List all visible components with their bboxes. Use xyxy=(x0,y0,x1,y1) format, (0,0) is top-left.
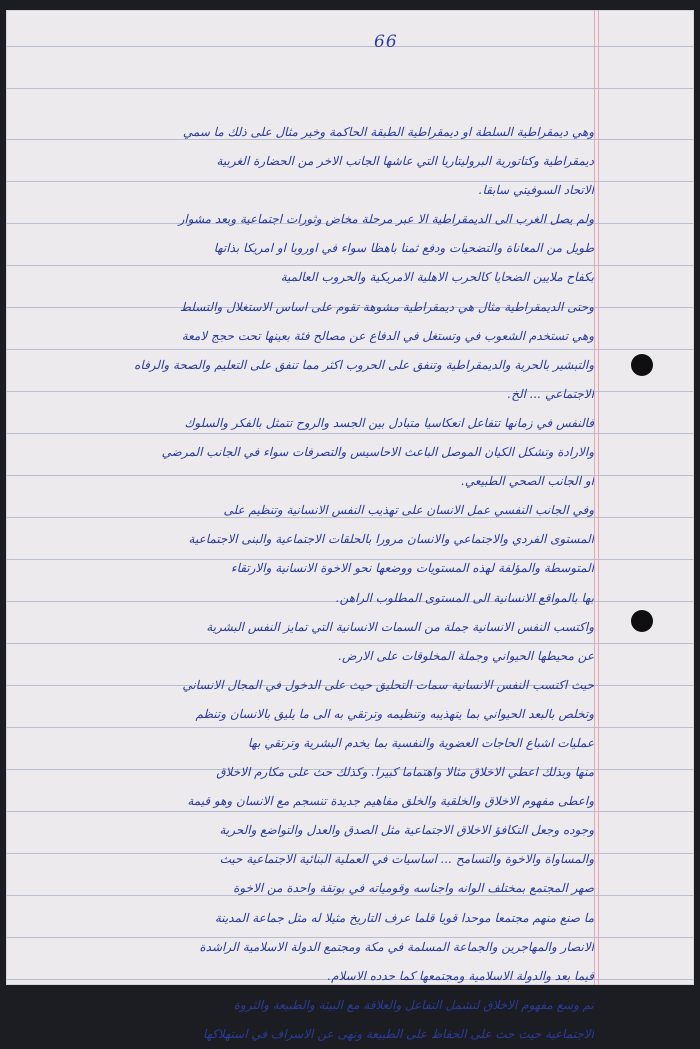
punch-hole xyxy=(631,354,653,376)
text-line: عن محيطها الحيواني وجملة المخلوقات على الارض. xyxy=(338,648,594,663)
text-line: وجوده وجعل التكافؤ الاخلاق الاجتماعية مثل الصدق والعدل والتواضع والحرية xyxy=(219,823,594,838)
text-line: بها بالمواقع الانسانية الى المستوى المطلوب الراهن. xyxy=(335,590,594,605)
punch-hole xyxy=(631,610,653,632)
text-line: والمساواة والاخوة والتسامح ... اساسيات في العملية البنائية الاجتماعية حيث xyxy=(219,852,594,867)
text-line: الاجتماعية حيث حث على الحفاظ على الطبيعة ونهى عن الاسراف في استهلاكها xyxy=(202,1026,594,1041)
text-line: والارادة وتشكل الكيان الموصل الباعث الاحاسيس والتصرفات سواء في الجانب المرضي xyxy=(161,445,594,460)
text-line: الاتحاد السوفيتي سابقا. xyxy=(478,183,594,198)
text-line: والتبشير بالحرية والديمقراطية وتنفق على الحروب اكثر مما تنفق على التعليم والصحة والرفاه xyxy=(134,357,594,372)
text-line: الاجتماعي ... الخ. xyxy=(507,386,594,401)
text-line: ولم يصل الغرب الى الديمقراطية الا عبر مرحلة مخاض وثورات اجتماعية وبعد مشوار xyxy=(178,212,594,227)
text-line: المتوسطة والمؤلفة لهذه المستويات ووضعها نحو الاخوة الانسانية والارتقاء xyxy=(230,561,594,576)
text-line: صهر المجتمع بمختلف الوانه واجناسه وقومياته في بوتقة واحدة من الاخوة xyxy=(233,881,594,896)
text-line: عمليات اشباع الحاجات العضوية والنفسية بما يخدم البشرية وترتقي بها xyxy=(247,735,594,750)
text-line: وهي تستخدم الشعوب في وتستغل في الدفاع عن مصالح فئة بعينها تحت حجج لامعة xyxy=(181,328,594,343)
margin-line xyxy=(598,10,599,985)
text-line: او الجانب الصحي الطبيعي. xyxy=(461,474,594,489)
text-line: منها وبذلك اعطي الاخلاق مثالا واهتماما كبيرا. وكذلك حث على مكارم الاخلاق xyxy=(216,765,594,780)
text-line: وفي الجانب النفسي عمل الانسان على تهذيب النفس الانسانية وتنظيم على xyxy=(223,503,594,518)
text-line: ما صنع منهم مجتمعا موحدا قويا قلما عرف التاريخ مثيلا له مثل جماعة المدينة xyxy=(214,910,594,925)
text-line: بكفاح ملايين الضحايا كالحرب الاهلية الامريكية والحروب العالمية xyxy=(280,270,594,285)
text-line: الانصار والمهاجرين والجماعة المسلمة في مكة ومجتمع الدولة الاسلامية الراشدة xyxy=(199,939,594,954)
text-line: وهي ديمقراطية السلطة او ديمقراطية الطبقة الحاكمة وخير مثال على ذلك ما سمي xyxy=(182,125,594,139)
text-line: ديمقراطية وكتاتورية البروليتاريا التي عاشها الجانب الاخر من الحضارة الغربية xyxy=(216,154,594,169)
text-line: ثم وسع مفهوم الاخلاق لتشمل التفاعل والعلاقة مع البيئة والطبيعة والثروة xyxy=(233,997,594,1012)
text-line: واعطى مفهوم الاخلاق والخلقية والخلق مفاهيم جديدة تنسجم مع الانسان وهو قيمة xyxy=(187,794,594,809)
text-line: المستوى الفردي والاجتماعي والانسان مرورا بالحلقات الاجتماعية والبنى الاجتماعية xyxy=(188,532,594,547)
margin-line xyxy=(594,10,595,985)
text-line: وتخلص بالبعد الحيواني بما يتهذيبه وتنظيمه وترتقي به الى ما يليق بالانسان وتنظم xyxy=(195,706,594,721)
text-line: وحتى الديمقراطية مثال هي ديمقراطية مشوهة تقوم على اساس الاستغلال والتسلط xyxy=(179,299,594,314)
text-line: واكتسب النفس الانسانية جملة من السمات الانسانية التي تمايز النفس البشرية xyxy=(206,619,594,634)
notebook-page xyxy=(6,10,694,1041)
text-line: فيما بعد والدولة الاسلامية ومجتمعها كما حدده الاسلام. xyxy=(327,968,594,983)
page-number: 66 xyxy=(374,32,398,52)
handwritten-text xyxy=(96,118,594,1049)
text-line: فالنفس في زمانها تتفاعل انعكاسيا متبادل بين الجسد والروح تتمثل بالفكر والسلوك xyxy=(184,415,594,430)
text-line: طويل من المعاناة والتضحيات ودفع ثمنا باهظا سواء في اوروبا او امريكا بذاتها xyxy=(213,241,594,256)
text-line: حيث اكتسب النفس الانسانية سمات التحليق حيث على الدخول في المجال الانساني xyxy=(182,677,594,692)
